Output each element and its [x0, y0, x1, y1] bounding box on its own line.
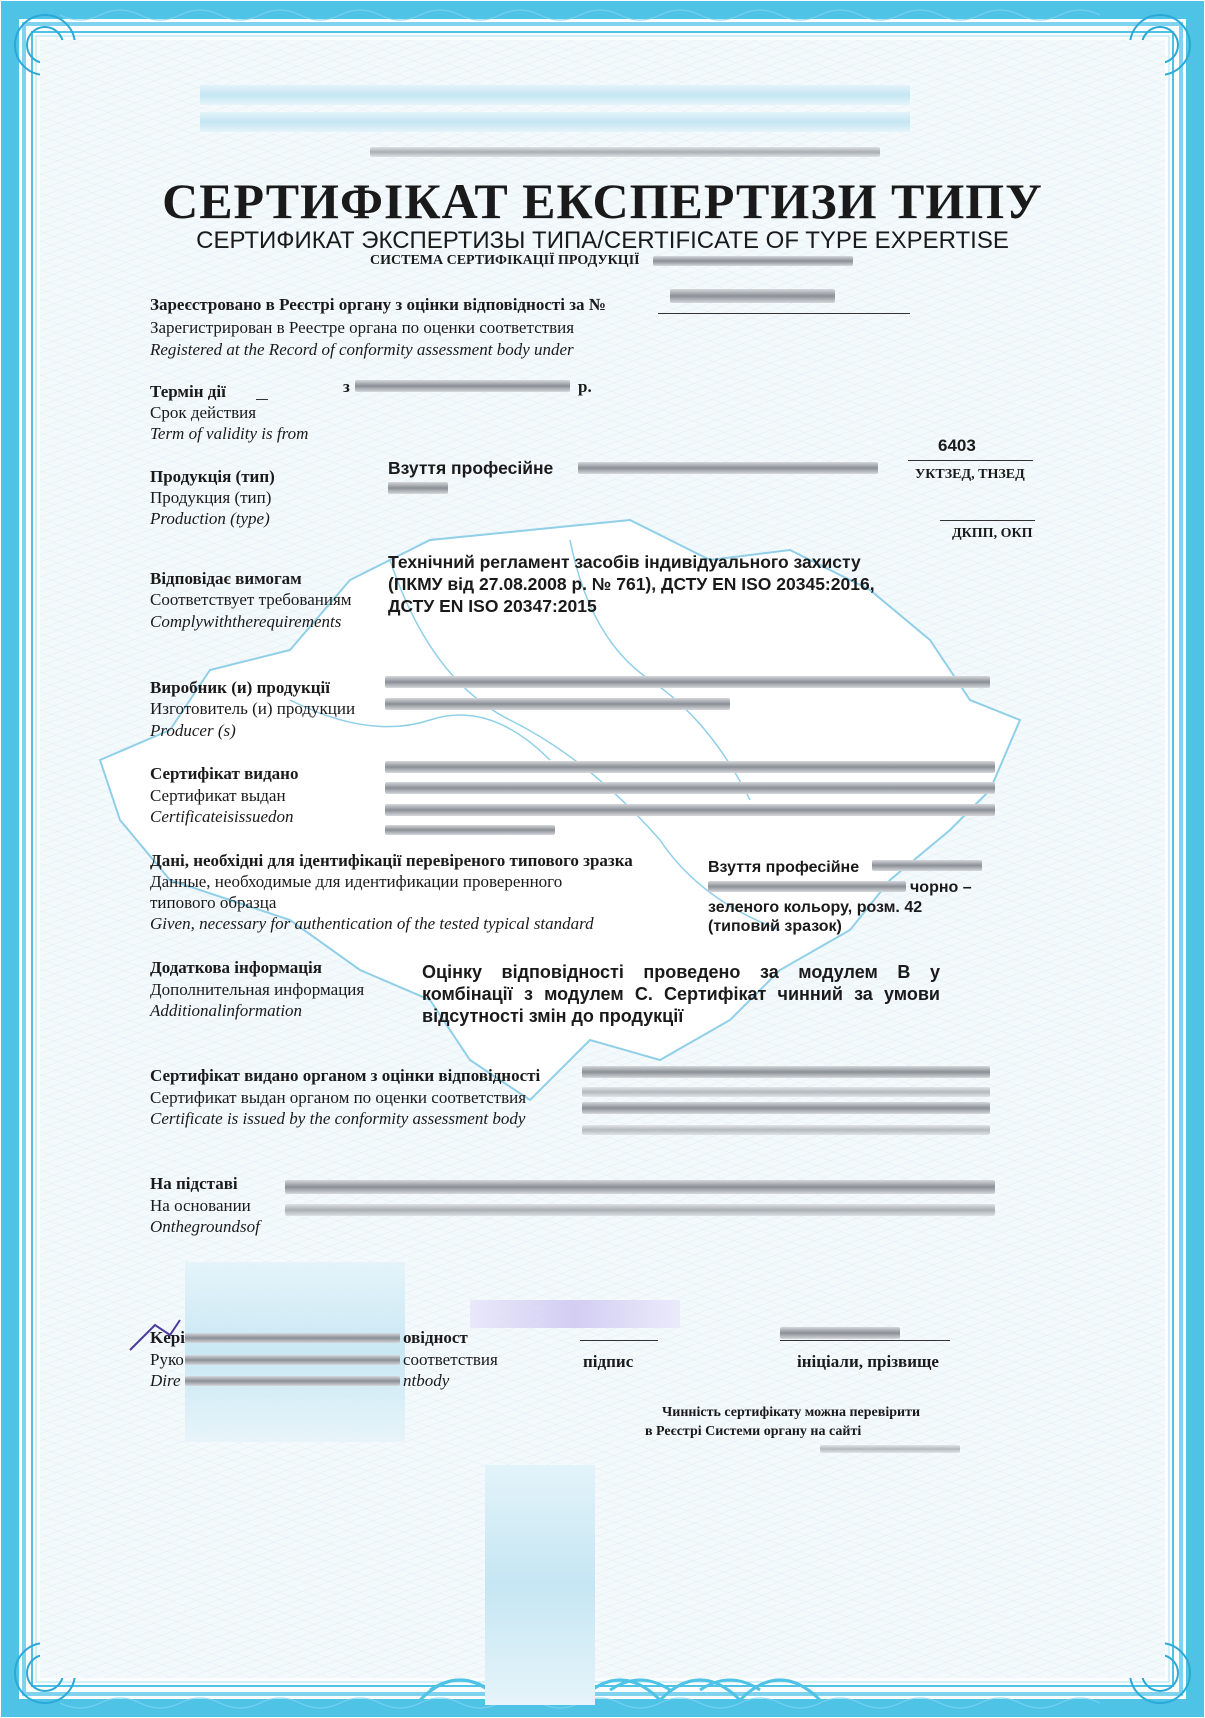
name-label: ініціали, прізвище: [797, 1352, 939, 1371]
dkpp-label: ДКПП, ОКП: [952, 526, 1033, 541]
identification-label-ru-1: Данные, необходимые для идентификации проверенного: [150, 872, 563, 891]
issued-to-label-en: Certificateisissuedon: [150, 807, 294, 826]
signature-label-uk-start: Keрі: [150, 1328, 185, 1347]
pen-mark-icon: [125, 1315, 185, 1355]
redacted-validity-dates: [355, 380, 570, 392]
validity-label-en: Term of validity is from: [150, 424, 309, 443]
redacted-header-2: [200, 112, 910, 132]
registered-label-ru: Зарегистрирован в Реестре органа по оценки соответствия: [150, 318, 575, 337]
grounds-label-uk: На підставі: [150, 1174, 238, 1193]
system-label: СИСТЕМА СЕРТИФІКАЦІЇ ПРОДУКЦІЇ: [370, 253, 640, 268]
redacted-producer-1: [385, 676, 990, 688]
product-label-en: Production (type): [150, 509, 270, 528]
redacted-website: [820, 1445, 960, 1453]
validity-year-suffix: р.: [578, 377, 592, 396]
issued-to-label-ru: Сертификат выдан: [150, 786, 286, 805]
verify-note-line2: в Реєстрі Системи органу на сайті: [645, 1424, 862, 1439]
issued-by-label-en: Certificate is issued by the conformity assessment body: [150, 1109, 526, 1128]
identification-value-line4: (типовий зразок): [708, 918, 842, 935]
redacted-header-3: [370, 147, 880, 157]
redacted-system-name: [653, 256, 853, 266]
product-value: Взуття професійне: [388, 458, 554, 478]
redacted-registry-number: [670, 289, 835, 303]
issued-to-label-uk: Сертифікат видано: [150, 764, 299, 783]
identification-value-line2-end: чорно –: [910, 879, 972, 896]
page-title: СЕРТИФІКАТ ЕКСПЕРТИЗИ ТИПУ: [162, 173, 1043, 229]
product-code-underline: [908, 460, 1033, 461]
producer-label-ru: Изготовитель (и) продукции: [150, 699, 356, 718]
additional-value-line3: відсутності змін до продукції: [422, 1006, 684, 1026]
grounds-label-ru: На основании: [150, 1196, 251, 1215]
redacted-serial-number: [485, 1465, 595, 1705]
registered-label-uk: Зареєстровано в Реєстрі органу з оцінки відповідності за №: [150, 295, 606, 314]
signature-label-ru-start: Руко: [150, 1350, 184, 1369]
registered-label-en: Registered at the Record of conformity assessment body under: [150, 340, 574, 359]
requirements-label-ru: Соответствует требованиям: [150, 590, 352, 609]
redacted-issued-to-4: [385, 825, 555, 835]
requirements-label-en: Complywiththerequirements: [150, 612, 342, 631]
redacted-director-3: [185, 1376, 400, 1386]
redacted-grounds-2: [285, 1204, 995, 1216]
validity-label-uk: Термін дії: [150, 382, 226, 401]
sign-label: підпис: [583, 1352, 634, 1371]
identification-label-en: Given, necessary for authentication of the tested typical standard: [150, 914, 594, 933]
redacted-director-2: [185, 1355, 400, 1365]
identification-value-line3: зеленого кольору, розм. 42: [708, 899, 923, 916]
requirements-value-line2: (ПКМУ від 27.08.2008 р. № 761), ДСТУ EN ISO 20345:2016,: [388, 574, 875, 594]
dkpp-underline: [940, 520, 1035, 521]
redacted-director-1: [185, 1333, 400, 1343]
signature-label-en-end: ntbody: [403, 1371, 450, 1390]
redacted-issued-to-2: [385, 782, 995, 794]
product-code-label: УКТЗЕД, ТНЗЕД: [915, 467, 1025, 482]
issued-by-label-uk: Сертифікат видано органом з оцінки відповідності: [150, 1066, 541, 1085]
redacted-issued-by-3: [582, 1102, 990, 1114]
identification-value-line1: Взуття професійне: [708, 859, 860, 876]
additional-label-ru: Дополнительная информация: [150, 980, 365, 999]
issued-by-label-ru: Сертификат выдан органом по оценки соответствия: [150, 1088, 527, 1107]
requirements-value-line1: Технічний регламент засобів індивідуального захисту: [388, 552, 861, 572]
name-underline: [780, 1340, 950, 1341]
redacted-product-name: [578, 462, 878, 474]
validity-label-ru: Срок действия: [150, 403, 257, 422]
requirements-value-line3: ДСТУ EN ISO 20347:2015: [388, 596, 597, 616]
redacted-stamp: [185, 1262, 405, 1442]
additional-value-line1: Оцінку відповідності проведено за модулем В у: [422, 962, 940, 982]
requirements-label-uk: Відповідає вимогам: [150, 569, 302, 588]
additional-label-en: Additionalinformation: [150, 1001, 303, 1020]
producer-label-uk: Виробник (и) продукції: [150, 678, 330, 697]
redacted-issued-by-4: [582, 1125, 990, 1135]
signature-label-en-start: Dire: [150, 1371, 181, 1390]
sign-underline: [580, 1340, 658, 1341]
validity-dash: [256, 399, 268, 400]
identification-label-ru-2: типового образца: [150, 893, 277, 912]
redacted-product-name-2: [388, 482, 448, 494]
product-label-ru: Продукция (тип): [150, 488, 272, 507]
redacted-grounds-1: [285, 1180, 995, 1194]
redacted-issued-to-1: [385, 761, 995, 773]
redacted-issued-by-2: [582, 1087, 990, 1097]
identification-label-uk: Дані, необхідні для ідентифікації перевіреного типового зразка: [150, 851, 633, 870]
redacted-signature: [470, 1300, 680, 1328]
grounds-label-en: Onthegroundsof: [150, 1217, 260, 1236]
redacted-identification-1: [872, 860, 982, 871]
signature-label-uk-end: овідност: [403, 1328, 468, 1347]
redacted-initials: [780, 1327, 900, 1339]
redacted-issued-to-3: [385, 804, 995, 816]
verify-note-line1: Чинність сертифікату можна перевірити: [662, 1405, 921, 1420]
product-label-uk: Продукція (тип): [150, 467, 275, 486]
producer-label-en: Producer (s): [150, 721, 236, 740]
redacted-identification-2: [708, 881, 906, 892]
product-code: 6403: [938, 436, 976, 455]
registered-underline: [658, 313, 910, 314]
signature-label-ru-end: соответствия: [403, 1350, 498, 1369]
validity-from: з: [343, 377, 350, 396]
redacted-header-1: [200, 85, 910, 105]
page-subtitle: СЕРТИФИКАТ ЭКСПЕРТИЗЫ ТИПА/CERTIFICATE OF TYPE EXPERTISE: [196, 227, 1009, 254]
additional-label-uk: Додаткова інформація: [150, 958, 322, 977]
additional-value-line2: комбінації з модулем С. Сертифікат чинний за умови: [422, 984, 940, 1004]
redacted-issued-by-1: [582, 1066, 990, 1078]
redacted-producer-2: [385, 698, 730, 710]
